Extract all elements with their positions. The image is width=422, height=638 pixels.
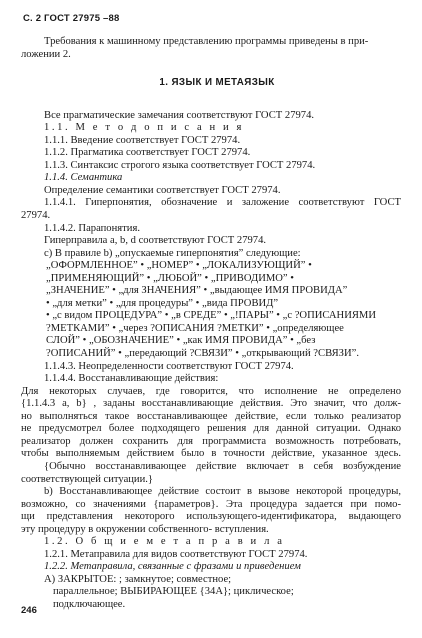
text-line: Для некоторых случаев, где говорится, что исполнение не определено [21, 385, 401, 397]
section-title: 1. ЯЗЫК И МЕТАЯЗЫК [159, 77, 275, 89]
text-line: параллельное; ВЫБИРАЮЩЕЕ {34А}; циклическое; [53, 586, 294, 598]
document-body [21, 36, 401, 612]
text-line: ?ОПИСАНИЙ” • „передающий ?СВЯЗИ” • „открывающий ?СВЯЗИ”. [46, 348, 359, 360]
text-line: {Обычно восстанавливающее действие включает в себя возбуждение [44, 460, 401, 472]
text-line: 1.1.3. Синтаксис строгого языка соответствует ГОСТ 27974. [44, 159, 316, 171]
text-line: „ОФОРМЛЕННОЕ” • „НОМЕР” • „ЛОКАЛИЗУЮЩИЙ” • [46, 260, 312, 272]
text-line: соответствующей ситуации.} [21, 473, 154, 485]
text-line: 1.1.4.4. Восстанавливающие действия: [44, 373, 219, 385]
text-line: A) ЗАКРЫТОЕ: ; замкнутое; совместное; [44, 573, 232, 585]
text-line: Гиперправила a, b, d соответствуют ГОСТ 27974. [44, 235, 267, 247]
subsection-heading: 1.2. О б щ и е м е т а п р а в и л а [44, 536, 285, 548]
text-line: c) В правиле b) „опускаемые гиперпонятия” следующие: [44, 247, 301, 259]
text-line: 1.2.1. Метаправила для видов соответствуют ГОСТ 27974. [44, 548, 308, 560]
text-line: {1.1.4.3 a, b} , заданы восстанавливающие действия. Это значит, что долж- [21, 398, 401, 410]
text-line: 27974. [21, 210, 51, 222]
text-line: не предусмотрел более подходящего решения для данной ситуации. Однако [21, 423, 401, 435]
text-line: 1.1.4.1. Гиперпонятия, обозначение и заложение соответствуют ГОСТ [44, 197, 401, 209]
page-number: 246 [21, 605, 37, 616]
running-head: С. 2 ГОСТ 27975 –88 [23, 13, 120, 24]
text-line: „ПРИМЕНЯЮЩИЙ” • „ЛЮБОЙ” • „ПРИВОДИМО” • [46, 272, 294, 284]
text-line: щи представления некоторого использующего-идентификатора, выдающего [21, 511, 401, 523]
subsection-heading: 1.1. М е т о д о п и с а н и я [44, 122, 245, 134]
text-line: эту процедуру в окружении собственного- вступления. [21, 523, 269, 535]
text-line: 1.1.4.3. Неопределенности соответствуют ГОСТ 27974. [44, 360, 294, 372]
text-line: 1.1.1. Введение соответствует ГОСТ 27974. [44, 134, 241, 146]
text-line: „ЗНАЧЕНИЕ” • „для ЗНАЧЕНИЯ” • „выдающее ИМЯ ПРОВИДА” [46, 285, 348, 297]
text-line: • „с видом ПРОЦЕДУРА” • „в СРЕДЕ” • „!ПАРЫ” • „с ?ОПИСАНИЯМИ [46, 310, 376, 322]
intro-line: Требования к машинному представлению программы приведены в при- [44, 36, 369, 47]
text-line: подключающее. [53, 598, 126, 610]
text-line: b) Восстанавливающее действие состоит в вызове некоторой процедуры, [44, 486, 401, 498]
text-line: Определение семантики соответствует ГОСТ 27974. [44, 184, 281, 196]
text-line: 1.1.2. Прагматика соответствует ГОСТ 27974. [44, 147, 251, 159]
text-line: 1.1.4.2. Парапонятия. [44, 222, 140, 234]
text-line: СЛОЙ” • „ОБОЗНАЧЕНИЕ” • „как ИМЯ ПРОВИДА” • „без [46, 335, 316, 347]
text-line: чтобы выполняемым действием было в точности действие, указанное здесь. [21, 448, 401, 460]
text-line: Все прагматические замечания соответствуют ГОСТ 27974. [44, 109, 315, 121]
text-line: • „для метки” • „для процедуры” • „вида ПРОВИД” [46, 297, 279, 309]
text-line: 1.1.4. Семантика [44, 172, 123, 184]
intro-line: ложении 2. [21, 48, 71, 60]
text-line: 1.2.2. Метаправила, связанные с фразами и приведением [44, 561, 301, 573]
text-line: ?МЕТКАМИ” • „через ?ОПИСАНИЯ ?МЕТКИ” • „определяющее [46, 322, 344, 334]
text-line: реализатор должен сохранить для программиста возможность потребовать, [21, 435, 401, 447]
text-line: но выполняться такое восстанавливающее действие, если только реализатор [21, 410, 401, 422]
text-line: возможно, со значениями {параметров}. Эта процедура задается при помо- [21, 498, 401, 510]
